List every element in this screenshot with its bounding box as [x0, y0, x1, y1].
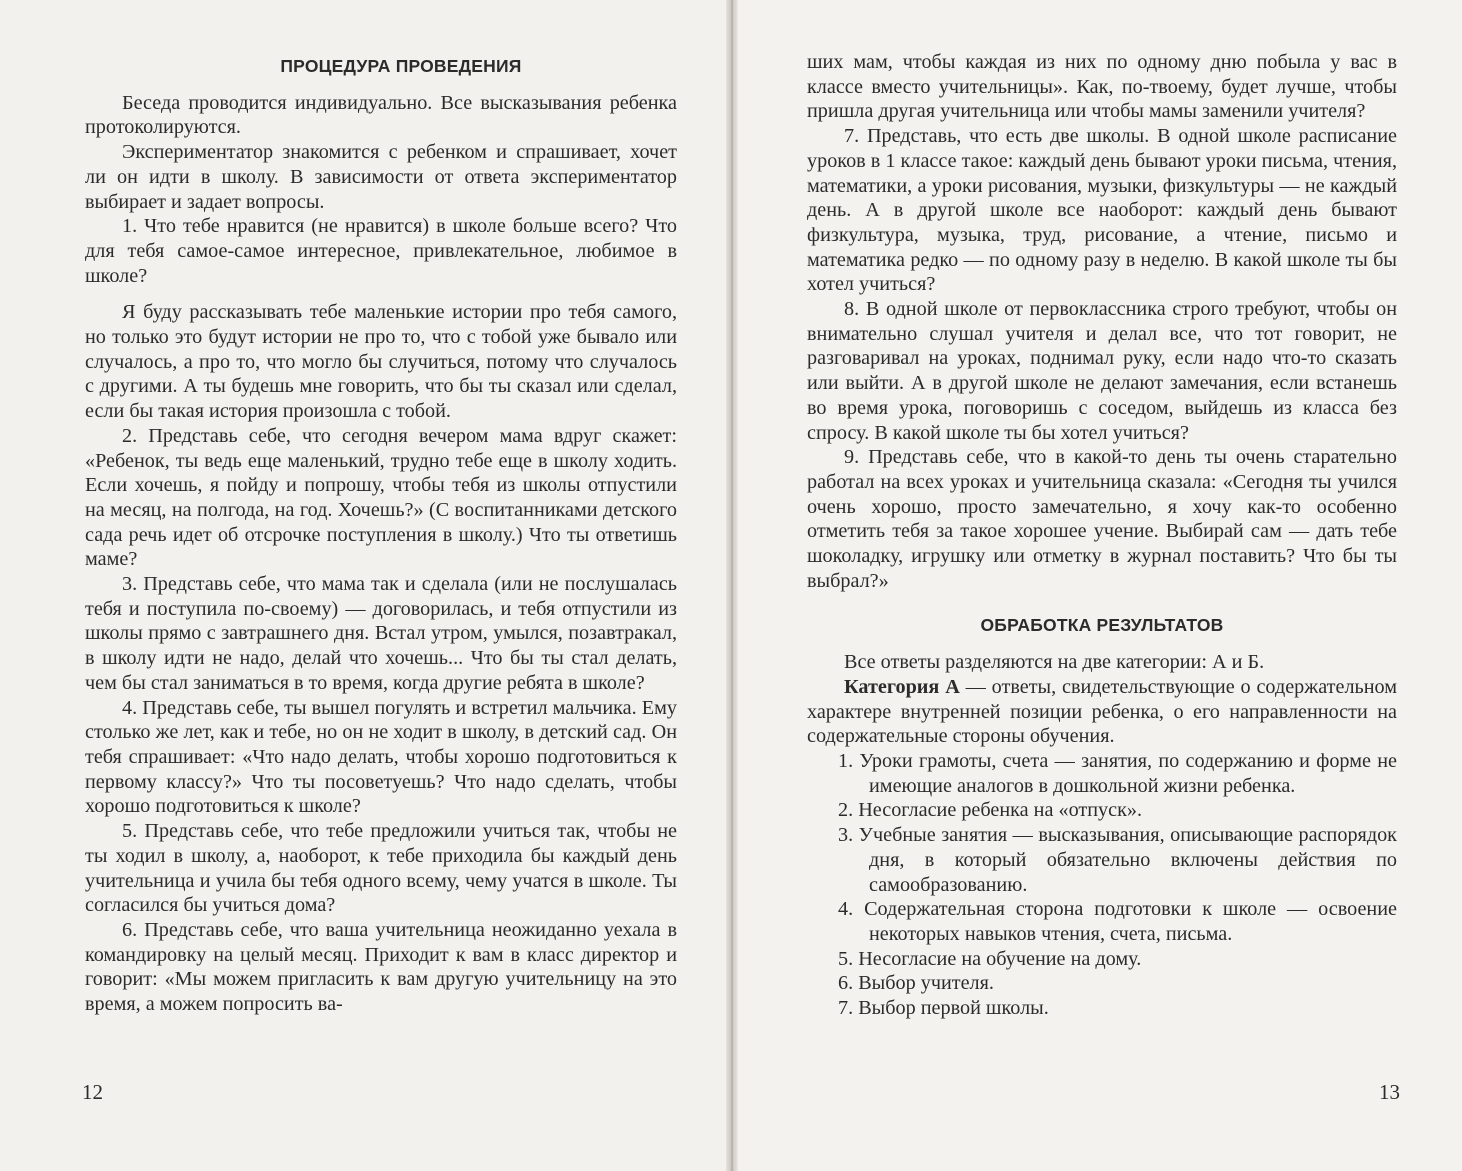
- right-page-text: [807, 50, 1397, 1021]
- question-9: 9. Представь себе, что в какой-то день ты очень старательно работал на всех уроках и учительница сказала: «Сегодня ты учился очень хорошо, просто замечательно, я хочу как-то особенно отметить тебя за такое хорошее учение. Выбирай сам — дать тебе шоколадку, игрушку или отметку в журнал поставить? Что бы ты выбрал?»: [807, 446, 1397, 592]
- list-item: 1. Уроки грамоты, счета — занятия, по содержанию и форме не имеющие аналогов в дошкольной жизни ребенка.: [838, 749, 1397, 797]
- paragraph-intro: Все ответы разделяются на две категории: А и Б.: [844, 651, 1265, 674]
- section-heading-procedure: ПРОЦЕДУРА ПРОВЕДЕНИЯ: [280, 56, 522, 76]
- question-6: 6. Представь себе, что ваша учительница неожиданно уехала в командировку на целый месяц. Приходит к вам в класс директор и говорит: «Мы можем пригласить к вам другую учительницу на это время, а можем попросить ва-: [85, 918, 677, 1016]
- question-7: 7. Представь, что есть две школы. В одной школе расписание уроков в 1 классе такое: каждый день бывают уроки письма, чтения, математики, а уроки рисования, музыки, физкультуры — не каждый день. А в другой школе все наоборот: каждый день бывают физкультура, музыка, труд, рисование, а чтение, письмо и математика редко — по одному разу в неделю. В какой школе ты бы хотел учиться?: [807, 125, 1397, 296]
- category-a-text: — ответы, свидетельствующие о содержательном характере внутренней позиции ребенка, о его направленности на содержательные стороны обучения.: [807, 675, 1398, 748]
- question-4: 4. Представь себе, ты вышел погулять и встретил мальчика. Ему столько же лет, как и тебе, но он не ходит в школу, в детский сад. Он тебя спрашивает: «Что надо делать, чтобы хорошо подготовиться к первому классу?» Что ты посоветуешь? Что надо сделать, чтобы хорошо подготовиться к школе?: [85, 696, 677, 818]
- list-item: 6. Выбор учителя.: [838, 972, 994, 995]
- left-page-text: [85, 50, 677, 1017]
- category-a-list: [807, 749, 1397, 1021]
- paragraph: Я буду рассказывать тебе маленькие истории про тебя самого, но только это будут истории не про то, что с тобой уже бывало или случалось, а про то, что могло бы случиться, потому что случалось с другими. А ты будешь мне говорить, что бы ты сказал или сделал, если бы такая история произошла с тобой.: [85, 301, 677, 423]
- list-item: 3. Учебные занятия — высказывания, описывающие распорядок дня, в который обязательно включены действия по самообразованию.: [838, 824, 1397, 896]
- section-heading-results: ОБРАБОТКА РЕЗУЛЬТАТОВ: [980, 615, 1224, 636]
- paragraph-continued: ших мам, чтобы каждая из них по одному дню побыла у вас в классе вместо учительницы». Как, по-твоему, будет лучше, чтобы пришла другая учительница или чтобы мамы заменили учителя?: [807, 51, 1397, 123]
- question-1: 1. Что тебе нравится (не нравится) в школе больше всего? Что для тебя самое-самое интересное, привлекательное, любимое в школе?: [85, 215, 677, 287]
- right-page: [732, 0, 1462, 1171]
- question-3: 3. Представь себе, что мама так и сделала (или не послушалась тебя и поступила по-своему) — договорилась, и тебя отпустили из школы прямо с завтрашнего дня. Встал утром, умылся, позавтракал, в школу идти не надо, делай что хочешь... Что бы ты стал делать, чем бы стал заниматься в то время, когда другие ребята в школе?: [85, 573, 677, 694]
- book-gutter: [726, 0, 738, 1171]
- list-item: 7. Выбор первой школы.: [838, 997, 1049, 1020]
- question-5: 5. Представь себе, что тебе предложили учиться так, чтобы не ты ходил в школу, а, наоборот, к тебе приходила бы каждый день учительница и учила бы тебя одного всему, чему учатся в школе. Ты согласился бы учиться дома?: [85, 820, 677, 917]
- question-2: 2. Представь себе, что сегодня вечером мама вдруг скажет: «Ребенок, ты ведь еще маленький, трудно тебе еще в школу ходить. Если хочешь, я пойду и попрошу, чтобы тебя из школы отпустили на месяц, на полгода, на год. Хочешь?» (С воспитанниками детского сада речь идет об отсрочке поступления в школу.) Что ты ответишь маме?: [85, 424, 677, 571]
- list-item: 5. Несогласие на обучение на дому.: [838, 947, 1142, 970]
- list-item: 4. Содержательная сторона подготовки к школе — освоение некоторых навыков чтения, счета, письма.: [838, 898, 1397, 945]
- page-number-right: 13: [1379, 1080, 1400, 1104]
- paragraph: Экспериментатор знакомится с ребенком и спрашивает, хочет ли он идти в школу. В зависимости от ответа экспериментатор выбирает и задает вопросы.: [85, 141, 677, 213]
- paragraph: Беседа проводится индивидуально. Все высказывания ребенка протоколируются.: [85, 91, 677, 139]
- category-a-label: Категория А: [844, 675, 960, 698]
- page-number-left: 12: [82, 1080, 103, 1104]
- list-item: 2. Несогласие ребенка на «отпуск».: [838, 799, 1143, 822]
- category-a-paragraph: [807, 675, 1397, 749]
- question-8: 8. В одной школе от первоклассника строго требуют, чтобы он внимательно слушал учителя и делал все, что тот говорит, не разговаривал на уроках, поднимал руку, если надо что-то сказать или выйти. А в другой школе не делают замечания, если встанешь во время урока, поговоришь с соседом, выйдешь из класса без спросу. В какой школе ты бы хотел учиться?: [807, 298, 1397, 444]
